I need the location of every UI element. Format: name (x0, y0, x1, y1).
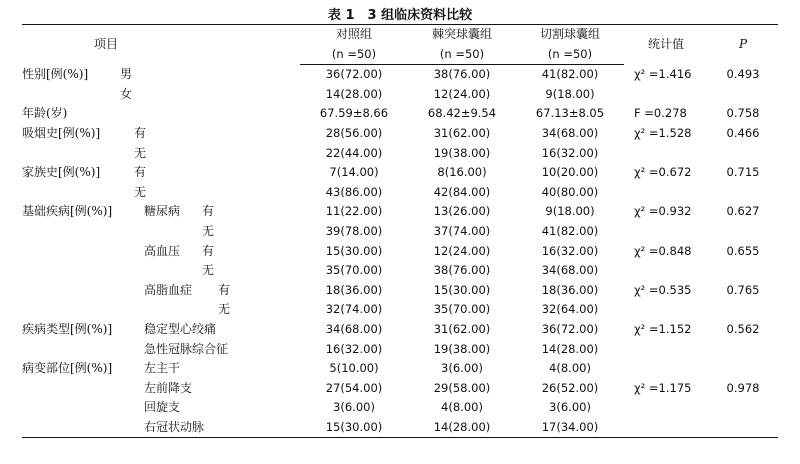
table-row (22, 320, 778, 340)
table-row (22, 379, 778, 399)
row-option: 有 (202, 243, 215, 258)
spinous-value: 14(28.00) (433, 419, 491, 434)
control-value: 43(86.00) (325, 184, 383, 199)
stat-value: χ² =0.672 (634, 165, 692, 180)
control-value: 22(44.00) (325, 145, 383, 160)
control-value: 67.59±8.66 (319, 106, 389, 121)
spinous-value: 19(38.00) (433, 145, 491, 160)
row-label (22, 242, 300, 262)
p-value (708, 144, 778, 164)
clinical-data-table (22, 24, 778, 438)
table-row (22, 300, 778, 320)
stat-value (624, 261, 708, 281)
control-value: 27(54.00) (325, 380, 383, 395)
table-title: 表 1 3 组临床资料比较 (327, 8, 473, 23)
control-value: 5(10.00) (329, 361, 379, 376)
header-item: 项目 (94, 37, 119, 52)
spinous-value: 38(76.00) (433, 67, 491, 82)
cutting-value: 16(32.00) (541, 145, 599, 160)
control-value: 15(30.00) (325, 419, 383, 434)
row-label (22, 398, 300, 418)
header-group-control: 对照组 (335, 27, 372, 41)
row-subcategory: 左主干 (144, 361, 181, 376)
row-label (22, 163, 300, 183)
cutting-value: 14(28.00) (541, 341, 599, 356)
cutting-value: 67.13±8.05 (535, 106, 605, 121)
p-value: 0.655 (726, 243, 760, 258)
header-stat: 统计值 (647, 37, 684, 52)
table-row (22, 222, 778, 242)
header-n-spinous: (n =50) (408, 45, 516, 65)
control-value: 15(30.00) (325, 243, 383, 258)
row-option: 无 (202, 223, 215, 238)
cutting-value: 9(18.00) (545, 204, 595, 219)
control-value: 18(36.00) (325, 282, 383, 297)
control-value: 32(74.00) (325, 302, 383, 317)
spinous-value: 31(62.00) (433, 321, 491, 336)
spinous-value: 38(76.00) (433, 263, 491, 278)
row-subcategory: 回旋支 (144, 400, 181, 415)
row-category: 疾病类型[例(%)] (22, 321, 113, 336)
spinous-value: 19(38.00) (433, 341, 491, 356)
control-value: 3(6.00) (333, 400, 375, 415)
row-label (22, 300, 300, 320)
row-category: 基础疾病[例(%)] (22, 204, 113, 219)
row-subcategory: 高脂血症 (144, 282, 193, 297)
control-value: 7(14.00) (329, 165, 379, 180)
p-value (708, 359, 778, 379)
p-value (708, 300, 778, 320)
p-value (708, 418, 778, 438)
row-label (22, 144, 300, 164)
p-value (708, 398, 778, 418)
p-value (708, 340, 778, 360)
p-value: 0.978 (726, 380, 760, 395)
cutting-value: 34(68.00) (541, 125, 599, 140)
cutting-value: 34(68.00) (541, 263, 599, 278)
spinous-value: 37(74.00) (433, 223, 491, 238)
p-value: 0.466 (726, 125, 760, 140)
stat-value: χ² =1.528 (634, 125, 692, 140)
p-value: 0.765 (726, 282, 760, 297)
stat-value: χ² =0.932 (634, 204, 692, 219)
spinous-value: 42(84.00) (433, 184, 491, 199)
row-option: 有 (202, 204, 215, 219)
p-value (708, 222, 778, 242)
table-row (22, 85, 778, 105)
row-subcategory: 左前降支 (144, 380, 193, 395)
table-row (22, 242, 778, 262)
row-label (22, 418, 300, 438)
spinous-value: 3(6.00) (441, 361, 483, 376)
row-category: 年龄(岁) (22, 106, 68, 121)
row-subcategory: 急性冠脉综合征 (144, 341, 229, 356)
cutting-value: 32(64.00) (541, 302, 599, 317)
cutting-value: 18(36.00) (541, 282, 599, 297)
row-label (22, 85, 300, 105)
row-subcategory: 糖尿病 (144, 204, 181, 219)
row-option: 无 (218, 302, 231, 317)
stat-value: χ² =0.848 (634, 243, 692, 258)
control-value: 35(70.00) (325, 263, 383, 278)
stat-value (624, 359, 708, 379)
row-option: 有 (218, 282, 231, 297)
table-row (22, 418, 778, 438)
cutting-value: 4(8.00) (549, 361, 591, 376)
table-row (22, 163, 778, 183)
row-subcategory: 女 (120, 86, 133, 101)
header-n-control: (n =50) (300, 45, 408, 65)
table-row (22, 398, 778, 418)
stat-value (624, 85, 708, 105)
control-value: 39(78.00) (325, 223, 383, 238)
stat-value: χ² =1.416 (634, 66, 692, 81)
control-value: 28(56.00) (325, 125, 383, 140)
spinous-value: 31(62.00) (433, 125, 491, 140)
spinous-value: 29(58.00) (433, 380, 491, 395)
row-label (22, 124, 300, 144)
row-subcategory: 有 (134, 165, 147, 180)
row-subcategory: 无 (134, 145, 147, 160)
p-value (708, 183, 778, 203)
row-label (22, 104, 300, 124)
stat-value (624, 300, 708, 320)
table-row (22, 124, 778, 144)
cutting-value: 36(72.00) (541, 321, 599, 336)
control-value: 36(72.00) (325, 67, 383, 82)
spinous-value: 4(8.00) (441, 400, 483, 415)
stat-value: χ² =1.175 (634, 380, 692, 395)
row-label (22, 340, 300, 360)
stat-value: χ² =1.152 (634, 321, 692, 336)
row-label (22, 281, 300, 301)
stat-value (624, 144, 708, 164)
row-category: 病变部位[例(%)] (22, 361, 113, 376)
header-n-cutting: (n =50) (516, 45, 624, 65)
cutting-value: 41(82.00) (541, 67, 599, 82)
spinous-value: 13(26.00) (433, 204, 491, 219)
row-label (22, 65, 300, 85)
row-label (22, 183, 300, 203)
cutting-value: 16(32.00) (541, 243, 599, 258)
table-row (22, 202, 778, 222)
cutting-value: 3(6.00) (549, 400, 591, 415)
control-value: 34(68.00) (325, 321, 383, 336)
row-label (22, 359, 300, 379)
p-value: 0.627 (726, 204, 760, 219)
header-p: P (738, 37, 748, 52)
spinous-value: 35(70.00) (433, 302, 491, 317)
spinous-value: 8(16.00) (437, 165, 487, 180)
table-row (22, 65, 778, 85)
table-row (22, 281, 778, 301)
control-value: 16(32.00) (325, 341, 383, 356)
p-value: 0.758 (726, 106, 760, 121)
table-row (22, 104, 778, 124)
cutting-value: 40(80.00) (541, 184, 599, 199)
table-row (22, 183, 778, 203)
stat-value (624, 183, 708, 203)
row-category: 家族史[例(%)] (22, 165, 101, 180)
header-group-spinous: 棘突球囊组 (431, 27, 492, 41)
spinous-value: 12(24.00) (433, 243, 491, 258)
control-value: 14(28.00) (325, 86, 383, 101)
stat-value: χ² =0.535 (634, 282, 692, 297)
p-value (708, 261, 778, 281)
row-label (22, 261, 300, 281)
row-label (22, 222, 300, 242)
stat-value: F =0.278 (634, 106, 687, 121)
row-subcategory: 男 (120, 66, 133, 81)
row-subcategory: 稳定型心绞痛 (144, 321, 217, 336)
p-value (708, 85, 778, 105)
stat-value (624, 340, 708, 360)
spinous-value: 12(24.00) (433, 86, 491, 101)
cutting-value: 10(20.00) (541, 165, 599, 180)
row-subcategory: 高血压 (144, 243, 181, 258)
header-group-cutting: 切割球囊组 (539, 27, 600, 41)
row-category: 吸烟史[例(%)] (22, 125, 101, 140)
row-option: 无 (202, 263, 215, 278)
spinous-value: 15(30.00) (433, 282, 491, 297)
stat-value (624, 398, 708, 418)
row-label (22, 202, 300, 222)
p-value: 0.493 (726, 66, 760, 81)
table-row (22, 261, 778, 281)
stat-value (624, 222, 708, 242)
table-row (22, 359, 778, 379)
cutting-value: 41(82.00) (541, 223, 599, 238)
p-value: 0.562 (726, 321, 760, 336)
cutting-value: 26(52.00) (541, 380, 599, 395)
table-row (22, 340, 778, 360)
control-value: 11(22.00) (325, 204, 383, 219)
row-category: 性别[例(%)] (22, 66, 89, 81)
row-subcategory: 有 (134, 125, 147, 140)
header-row (22, 25, 778, 45)
row-label (22, 379, 300, 399)
cutting-value: 17(34.00) (541, 419, 599, 434)
stat-value (624, 418, 708, 438)
cutting-value: 9(18.00) (545, 86, 595, 101)
spinous-value: 68.42±9.54 (427, 106, 497, 121)
p-value: 0.715 (726, 165, 760, 180)
row-subcategory: 右冠状动脉 (144, 419, 205, 434)
table-row (22, 144, 778, 164)
row-subcategory: 无 (134, 184, 147, 199)
row-label (22, 320, 300, 340)
